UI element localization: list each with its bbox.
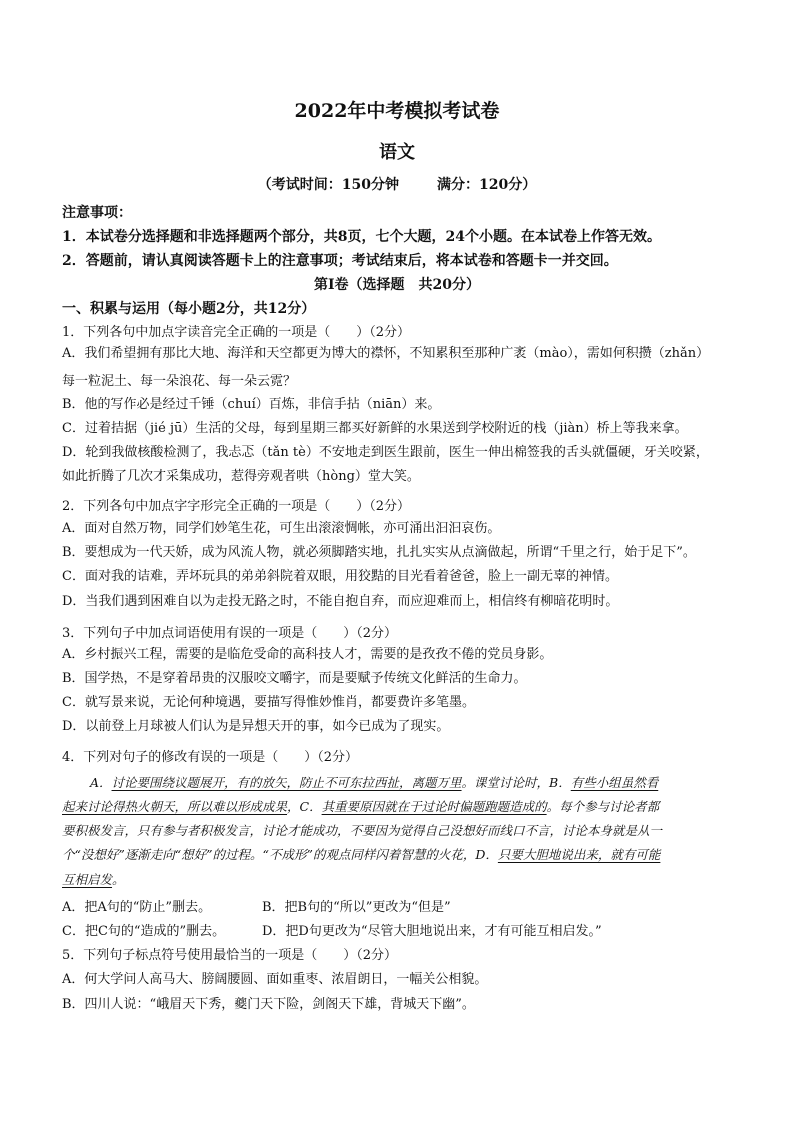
q4-sentence-d-start: 只要大胆地说出来，就有可能 <box>497 847 661 862</box>
q4-passage-line3: 要积极发言，只有参与者积极发言，讨论才能成功，不要因为觉得自己没想好而线口不言，讨论本身就是从一 <box>62 823 663 838</box>
q1-option-a-line1: A．我们希望拥有那比大地、海洋和天空都更为博大的襟怀，不知累积至那种广袤（mào），需如何积攒（zhǎn） <box>62 346 710 361</box>
q3-option-b: B．国学热，不是穿着昂贵的汉服咬文嚼字，而是要赋予传统文化鲜活的生命力。 <box>62 671 527 686</box>
q4-option-b: B．把B句的“所以”更改为“但是” <box>262 900 451 915</box>
notice-item-1: 1．本试卷分选择题和非选择题两个部分，共8页，七个大题，24个小题。在本试卷上作答无效。 <box>62 229 661 245</box>
q4-stem: 4．下列对句子的修改有误的一项是（ ）（2分） <box>62 750 359 765</box>
section-heading: 一、积累与运用（每小题2分，共12分） <box>62 301 316 317</box>
q2-option-a: A．面对自然万物，同学们妙笔生花，可生出滚滚惆帐，亦可涌出汩汩哀伤。 <box>62 521 501 536</box>
q4-passage-line1: A．讨论要围绕议题展开，有的放矢，防止不可东拉西扯，离题万里。课堂讨论时，B．有些小组虽然看 <box>90 775 659 790</box>
q4-passage-line5: 互相启发。 <box>62 872 125 887</box>
q3-option-c: C．就写景来说，无论何种境遇，要描写得惟妙惟肖，都要费许多笔墨。 <box>62 695 475 710</box>
full-score: 满分：120分） <box>437 177 537 193</box>
exam-title: 2022年中考模拟考试卷 <box>294 100 500 122</box>
q4-passage-line2: 起来讨论得热火朝天，所以难以形成成果，C．其重要原因就在于过论时偏题跑题造成的。每个参与讨论者都 <box>62 799 660 814</box>
q4-option-d: D．把D句更改为“尽管大胆地说出来，才有可能互相启发。” <box>262 924 602 939</box>
q3-stem: 3．下列句子中加点词语使用有误的一项是（ ）（2分） <box>62 626 398 641</box>
q4-option-c: C．把C句的“造成的”删去。 <box>62 924 226 939</box>
q4-options-cd <box>62 922 742 942</box>
volume-title: 第Ⅰ卷（选择题 共20分） <box>313 277 481 293</box>
q2-option-d: D．当我们遇到困难自以为走投无路之时，不能自抱自弃，而应迎难而上，相信终有柳暗花明时。 <box>62 594 619 609</box>
q1-option-c: C．过着拮据（jié jū）生活的父母，每到星期三都买好新鲜的水果送到学校附近的栈（jiàn）桥上等我来拿。 <box>62 421 688 436</box>
q3-option-a: A．乡村振兴工程，需要的是临危受命的高科技人才，需要的是孜孜不倦的党员身影。 <box>62 647 553 662</box>
q1-option-b: B．他的写作必是经过千锤（chuí）百炼，非信手拈（niān）来。 <box>62 397 441 412</box>
notice-heading: 注意事项： <box>62 205 132 221</box>
exam-time: （考试时间：150分钟 <box>257 177 399 193</box>
q5-option-a: A．何大学问人高马大、膀阔腰圆、面如重枣、浓眉朗日，一幅关公相貌。 <box>62 972 488 987</box>
q4-sentence-a: 讨论要围绕议题展开，有的放矢，防止不可东拉西扯，离题万里 <box>111 775 462 790</box>
q5-stem: 5．下列句子标点符号使用最恰当的一项是（ ）（2分） <box>62 948 398 963</box>
q1-option-d-line1: D．轮到我做核酸检测了，我忐忑（tǎn tè）不安地走到医生跟前，医生一伸出棉签我的舌头就僵硬，牙关咬紧， <box>62 445 709 460</box>
q4-sentence-c: 其重要原因就在于过论时偏题跑题造成的 <box>321 799 547 814</box>
q4-options-ab <box>62 898 742 918</box>
q4-passage-line4: 个“没想好”逐渐走向“想好”的过程。“不成形”的观点同样闪着智慧的火花，D．只要大胆地说出来，就有可能 <box>62 847 661 862</box>
q4-sentence-d-end: 互相启发 <box>62 872 113 887</box>
q3-option-d: D．以前登上月球被人们认为是异想天开的事，如今已成为了现实。 <box>62 719 450 734</box>
q5-option-b: B．四川人说：“峨眉天下秀，夔门天下险，剑阁天下雄，背城天下幽”。 <box>62 997 475 1012</box>
q2-option-c: C．面对我的诘难，弄坏玩具的弟弟斜院着双眼，用狡黠的目光看着爸爸，脸上一副无辜的神情。 <box>62 569 618 584</box>
q2-option-b: B．要想成为一代天娇，成为风流人物，就必须脚踏实地，扎扎实实从点滴做起，所谓“千里之行，始于足下”。 <box>62 545 696 560</box>
q1-option-d-line2: 如此折腾了几次才采集成功，惹得旁观者哄（hòng）堂大笑。 <box>62 469 420 484</box>
q1-stem: 1．下列各句中加点字读音完全正确的一项是（ ）（2分） <box>62 325 411 340</box>
subject-title: 语文 <box>379 142 415 163</box>
q1-option-a-line2: 每一粒泥土、每一朵浪花、每一朵云霓？ <box>62 374 297 389</box>
exam-info <box>0 174 794 194</box>
q4-sentence-b-start: 有些小组虽然看 <box>570 775 659 790</box>
notice-item-2: 2．答题前，请认真阅读答题卡上的注意事项；考试结束后，将本试卷和答题卡一并交回。 <box>62 253 618 269</box>
q4-option-a: A．把A句的“防止”删去。 <box>62 900 212 915</box>
q2-stem: 2．下列各句中加点字字形完全正确的一项是（ ）（2分） <box>62 499 411 514</box>
q4-sentence-b-end: 起来讨论得热火朝天，所以难以形成成果 <box>62 799 288 814</box>
